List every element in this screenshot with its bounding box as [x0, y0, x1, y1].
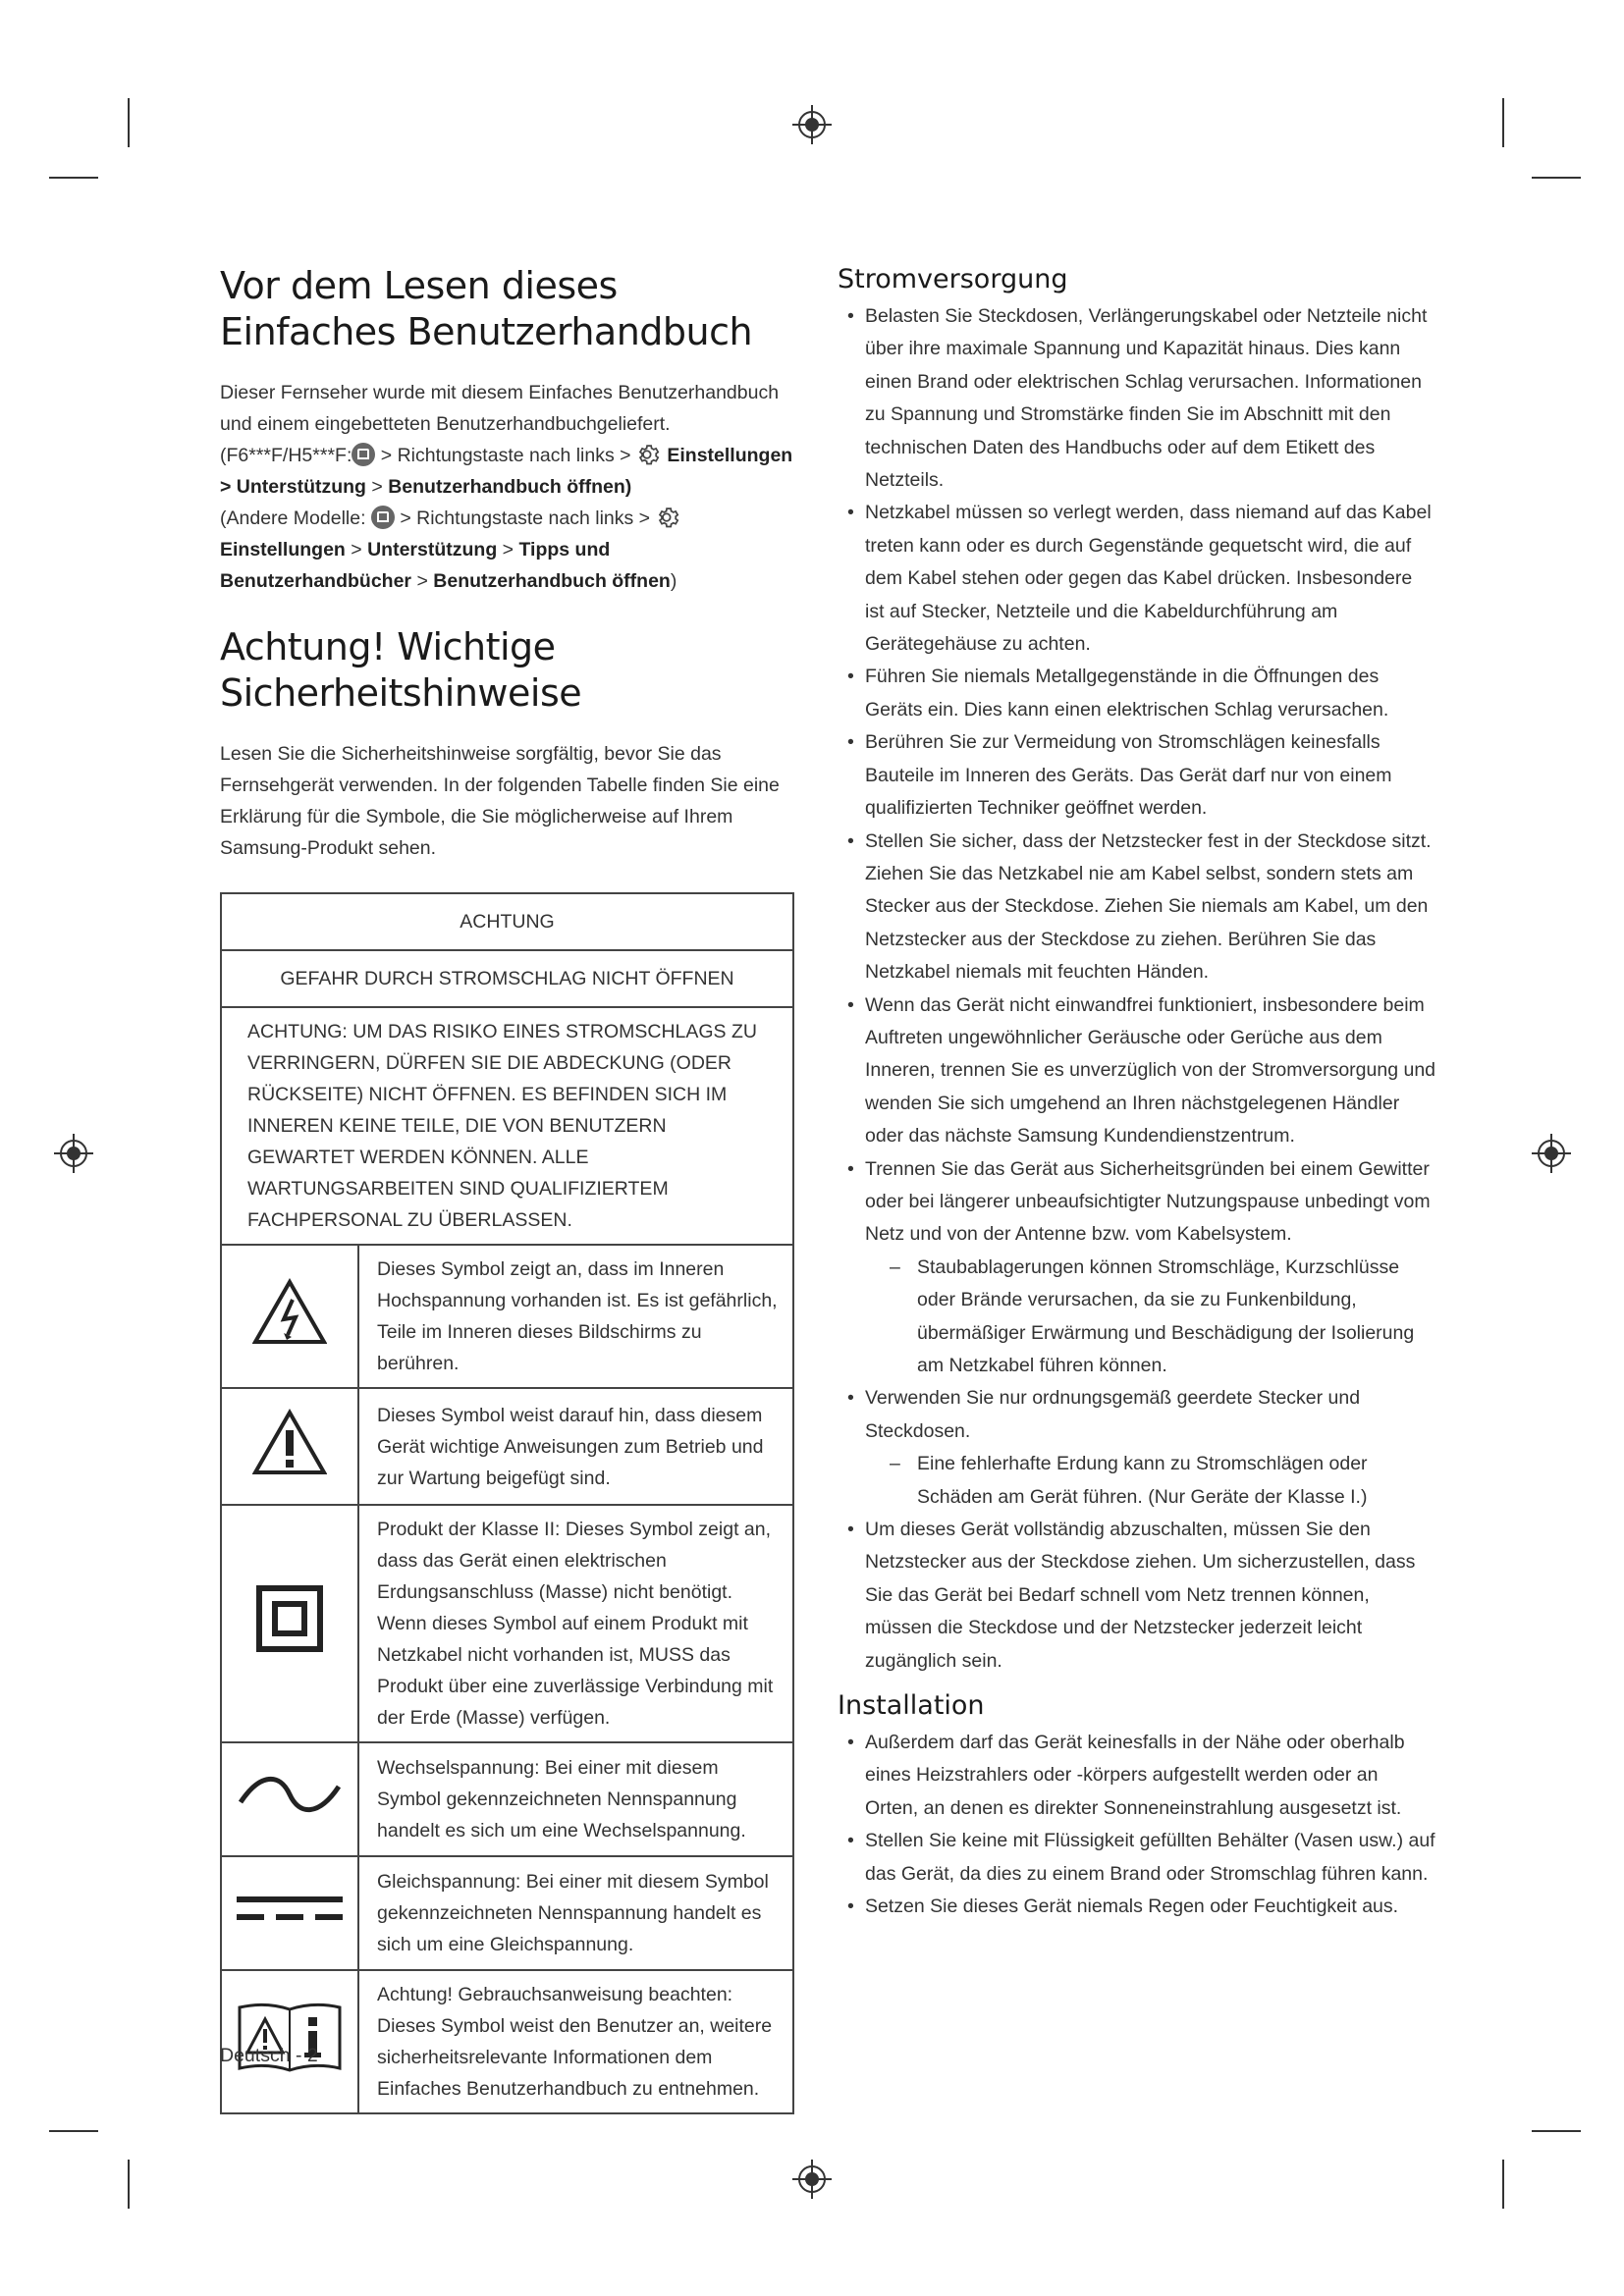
- list-item: • Berühren Sie zur Vermeidung von Stromschlägen keinesfalls Bauteile im Inneren des Geräts. Das Gerät darf nur von einem qualifizierten Techniker geöffnet werden.: [838, 726, 1436, 825]
- table-row: Achtung! Gebrauchsanweisung beachten: Dieses Symbol weist den Benutzer an, weitere sicherheitsrelevante Informationen dem Einfaches Benutzerhandbuch zu entnehmen.: [221, 1970, 793, 2113]
- page-footer: Deutsch - 2: [220, 2045, 318, 2066]
- sub-list-item: – Eine fehlerhafte Erdung kann zu Stromschlägen oder Schäden am Gerät führen. (Nur Geräte der Klasse I.): [890, 1448, 1436, 1514]
- table-row: Wechselspannung: Bei einer mit diesem Symbol gekennzeichneten Nennspannung handelt es sich um eine Wechselspannung.: [221, 1742, 793, 1856]
- table-row: Dieses Symbol zeigt an, dass im Inneren Hochspannung vorhanden ist. Es ist gefährlich, Teile im Inneren dieses Bildschirms zu berühren.: [221, 1245, 793, 1388]
- registration-mark-icon: [54, 1134, 93, 1173]
- right-column: [838, 263, 1436, 1924]
- list-item: • Setzen Sie dieses Gerät niemals Regen oder Feuchtigkeit aus.: [838, 1891, 1436, 1923]
- nav-path-f6: (F6***F/H5***F: > Richtungstaste nach links > Einstellungen > Unterstützung > Benutzerhandbuch öffnen): [220, 440, 794, 503]
- list-item: • Um dieses Gerät vollständig abzuschalten, müssen Sie den Netzstecker aus der Steckdose ziehen. Um sicherzustellen, dass Sie das Gerät bei Bedarf schnell vom Netz trennen können, müssen die Steckdose und der Netzstecker jederzeit leicht zugänglich sein.: [838, 1514, 1436, 1678]
- list-item: • Netzkabel müssen so verlegt werden, dass niemand auf das Kabel treten kann oder es durch Gegenstände gequetscht wird, die auf dem Kabel stehen oder gegen das Kabel drücken. Insbesondere ist auf Stecker, Netzteile und die Kabeldurchführung am Gerätegehäuse zu achten.: [838, 497, 1436, 661]
- section-title-power: Stromversorgung: [838, 264, 1068, 294]
- left-column: [220, 263, 794, 2114]
- list-item: • Stellen Sie sicher, dass der Netzstecker fest in der Steckdose sitzt. Ziehen Sie das Netzkabel nie am Kabel selbst, sondern stets am Stecker aus der Steckdose. Ziehen Sie niemals am Kabel, um den Netzstecker aus der Steckdose zu ziehen. Berühren Sie das Netzkabel niemals mit feuchten Händen.: [838, 826, 1436, 989]
- table-row: Gleichspannung: Bei einer mit diesem Symbol gekennzeichneten Nennspannung handelt es sich um eine Gleichspannung.: [221, 1856, 793, 1970]
- table-subheader: GEFAHR DURCH STROMSCHLAG NICHT ÖFFNEN: [221, 950, 793, 1007]
- table-row: Dieses Symbol weist darauf hin, dass diesem Gerät wichtige Anweisungen zum Betrieb und zur Wartung beigefügt sind.: [221, 1388, 793, 1505]
- list-item: • Belasten Sie Steckdosen, Verlängerungskabel oder Netzteile nicht über ihre maximale Spannung und Kapazität hinaus. Dies kann einen Brand oder elektrischen Schlag verursachen. Informationen zu Spannung und Stromstärke finden Sie im Abschnitt mit den technischen Daten des Handbuchs oder auf dem Etikett des Netzteils.: [838, 300, 1436, 497]
- crop-mark: [128, 98, 130, 147]
- exclamation-warning-icon: [252, 1409, 327, 1475]
- registration-mark-icon: [792, 2160, 832, 2199]
- gear-icon: [636, 442, 662, 467]
- intro-text: Dieser Fernseher wurde mit diesem Einfaches Benutzerhandbuch und einem eingebetteten Benutzerhandbuchgeliefert.: [220, 382, 780, 435]
- list-item: • Trennen Sie das Gerät aus Sicherheitsgründen bei einem Gewitter oder bei längerer unbeaufsichtigter Nutzungspause unbedingt vom Netz und von der Antenne bzw. vom Kabelsystem. – Staubablagerungen können Stromschläge, Kurzschlüsse oder Brände verursachen, da sie zu Funkenbildung, übermäßiger Erwärmung und Beschädigung der Isolierung am Netzkabel führen können.: [838, 1153, 1436, 1383]
- sub-list-item: – Staubablagerungen können Stromschläge, Kurzschlüsse oder Brände verursachen, da sie zu Funkenbildung, übermäßiger Erwärmung und Beschädigung der Isolierung am Netzkabel führen können.: [890, 1252, 1436, 1383]
- table-row: Produkt der Klasse II: Dieses Symbol zeigt an, dass das Gerät einen elektrischen Erdungsanschluss (Masse) nicht benötigt. Wenn dieses Symbol auf einem Produkt mit Netzkabel nicht vorhanden ist, MUSS das Produkt über eine zuverlässige Verbindung mit der Erde (Masse) verfügen.: [221, 1505, 793, 1742]
- section-title-safety: Achtung! Wichtige Sicherheitshinweise: [220, 625, 582, 715]
- list-item: • Verwenden Sie nur ordnungsgemäß geerdete Stecker und Steckdosen. – Eine fehlerhafte Erdung kann zu Stromschlägen oder Schäden am Gerät führen. (Nur Geräte der Klasse I.): [838, 1382, 1436, 1514]
- section-title-before-reading: Vor dem Lesen dieses Einfaches Benutzerhandbuch: [220, 264, 753, 353]
- crop-mark: [49, 2130, 98, 2132]
- table-header: ACHTUNG: [221, 893, 793, 950]
- registration-mark-icon: [792, 105, 832, 144]
- crop-mark: [1532, 2130, 1581, 2132]
- nav-path-other-models: (Andere Modelle: > Richtungstaste nach links > Einstellungen > Unterstützung > Tipps und Benutzerhandbücher > Benutzerhandbuch öffnen): [220, 503, 794, 597]
- installation-list: [838, 1727, 1436, 1923]
- ac-voltage-icon: [236, 1773, 344, 1816]
- section-title-installation: Installation: [838, 1690, 985, 1722]
- class-ii-icon: [255, 1584, 324, 1653]
- registration-mark-icon: [1532, 1134, 1571, 1173]
- home-icon: [371, 506, 395, 529]
- list-item: • Außerdem darf das Gerät keinesfalls in der Nähe oder oberhalb eines Heizstrahlers oder -körpers aufgestellt werden oder an Orten, an denen es direkter Sonneneinstrahlung ausgesetzt ist.: [838, 1727, 1436, 1825]
- list-item: • Stellen Sie keine mit Flüssigkeit gefüllten Behälter (Vasen usw.) auf das Gerät, da dies zu einem Brand oder Stromschlag führen kann.: [838, 1825, 1436, 1891]
- dc-voltage-icon: [233, 1889, 347, 1928]
- power-list: [838, 300, 1436, 1678]
- crop-mark: [128, 2160, 130, 2209]
- table-warning-text: ACHTUNG: UM DAS RISIKO EINES STROMSCHLAGS ZU VERRINGERN, DÜRFEN SIE DIE ABDECKUNG (ODER RÜCKSEITE) NICHT ÖFFNEN. ES BEFINDEN SICH IM INNEREN KEINE TEILE, DIE VON BENUTZERN GEWARTET WERDEN KÖNNEN. ALLE WARTUNGSARBEITEN SIND QUALIFIZIERTEM FACHPERSONAL ZU ÜBERLASSEN.: [221, 1007, 793, 1245]
- crop-mark: [1532, 177, 1581, 179]
- home-icon: [352, 443, 375, 466]
- crop-mark: [1502, 2160, 1504, 2209]
- list-item: • Führen Sie niemals Metallgegenstände in die Öffnungen des Geräts ein. Dies kann einen elektrischen Schlag verursachen.: [838, 661, 1436, 726]
- crop-mark: [49, 177, 98, 179]
- gear-icon: [656, 505, 681, 530]
- list-item: • Wenn das Gerät nicht einwandfrei funktioniert, insbesondere beim Auftreten ungewöhnlicher Geräusche oder Gerüche aus dem Inneren, trennen Sie es unverzüglich von der Stromversorgung und wenden Sie sich umgehend an Ihren nächstgelegenen Händler oder das nächste Samsung Kundendienstzentrum.: [838, 989, 1436, 1153]
- safety-intro-text: Lesen Sie die Sicherheitshinweise sorgfältig, bevor Sie das Fernsehgerät verwenden. In der folgenden Tabelle finden Sie eine Erklärung für die Symbole, die Sie möglicherweise auf Ihrem Samsung-Produkt sehen.: [220, 743, 780, 859]
- crop-mark: [1502, 98, 1504, 147]
- high-voltage-icon: [252, 1278, 327, 1345]
- safety-symbols-table: [220, 892, 794, 2114]
